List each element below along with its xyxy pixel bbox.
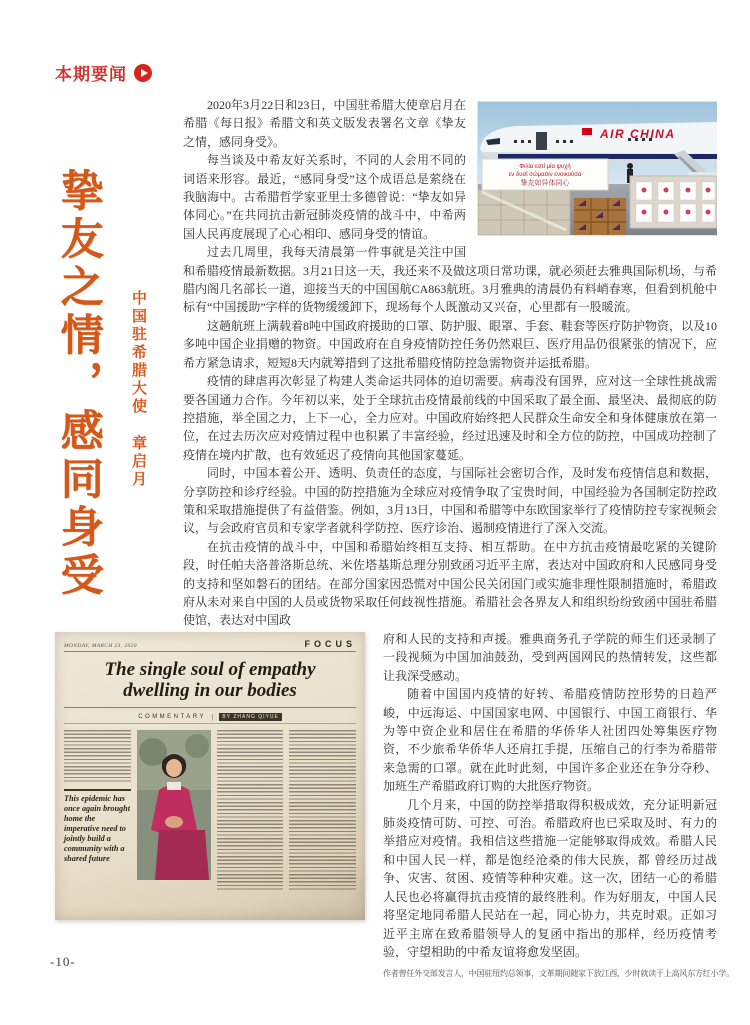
page-number: -10- <box>50 954 76 969</box>
article-author-byline: 中国驻希腊大使 章启月 <box>130 290 146 489</box>
clipping-byline-separator: | <box>211 713 214 721</box>
clipping-greeked-text <box>217 730 284 890</box>
article-body-main <box>183 96 717 632</box>
section-header-label: 本期要闻 <box>55 65 127 84</box>
paragraph-7-part2: 府和人民的支持和声援。雅典商务孔子学院的师生们还录制了一段视频为中国加油鼓劲，受到两国网民的热情转发，这些都让我深受感动。 <box>383 632 717 683</box>
paragraph-6: 同时，中国本着公开、透明、负责任的态度，与国际社会密切合作，及时发布疫情信息和数据，分享防控和诊疗经验。中国的防控措施为全球应对疫情争取了宝贵时间，中国经验为各国制定防控政策和采取措施提供了有益借鉴。例如，3月13日，中国和希腊等中东欧国家举行了疫情防控专家视频会议，与会政府官员和专家学者就科学防控、医疗诊治、遏制疫情进行了深入交流。 <box>183 466 717 536</box>
banner-greek-line1: Φιλία εστί μία ψυχή <box>519 164 571 170</box>
paragraph-1: 2020年3月22日和23日，中国驻希腊大使章启月在希腊《每日报》希腊文和英文版发表署名文章《挚友之情，感同身受》。 <box>183 98 466 149</box>
paragraph-3: 过去几周里，我每天清晨第一件事就是关注中国和希腊疫情最新数据。3月21日这一天，我还来不及做这项日常功课，就必须赶去雅典国际机场，与希腊内阁几名部长一道，迎接当天的中国国航CA863航班。3月雅典的清晨仍有料峭春寒，但看到机舱中标有“中国援助”字样的货物缓缓卸下，现场每个人既激动又兴奋，心里都有一股暖流。 <box>183 245 717 315</box>
clipping-headline-line2: dwelling in our bodies <box>123 680 297 701</box>
article-vertical-title: 挚友之情，感同身受 <box>54 168 102 600</box>
ambassador-photo-illustration <box>137 730 211 880</box>
paragraph-2: 每当谈及中希友好关系时，不同的人会用不同的词语来形容。最近，“感同身受”这个成语总是萦绕在我脑海中。古希腊哲学家亚里士多德曾说：“挚友如异体同心。”在共同抗击新冠肺炎疫情的战斗中，中希两国人民再度展现了心心相印、感同身受的情谊。 <box>183 153 466 241</box>
clipping-columns <box>64 730 356 890</box>
plane-photo <box>478 102 717 235</box>
newspaper-clipping <box>55 632 365 920</box>
paragraph-7-part1: 在抗击疫情的战斗中，中国和希腊始终相互支持、相互帮助。在中方抗击疫情最吃紧的关键阶段，时任帕夫洛普洛斯总统、米佐塔基斯总理分别致函习近平主席，表达对中国政府和人民感同身受的支持和坚如磐石的团结。在部分国家因恐慌对中国公民关闭国门或实施非理性限制措施时，希腊政府从未对来自中国的人员或货物采取任何歧视性措施。希腊社会各界友人和组织纷纷致函中国驻希腊使馆，表达对中国政 <box>183 539 717 628</box>
clipping-topbar <box>64 639 356 652</box>
clipping-section-label: FOCUS <box>304 639 356 649</box>
clipping-headline <box>64 659 356 701</box>
paragraph-4: 这趟航班上满载着8吨中国政府援助的口罩、防护服、眼罩、手套、鞋套等医疗防护物资，以及10多吨中国企业捐赠的物资。中国政府在自身疫情防控任务仍然艰巨、医疗用品仍很紧张的情况下，应希方紧急请求，短短8天内就筹措到了这批希腊疫情防控急需物资并运抵希腊。 <box>183 318 717 370</box>
section-header <box>55 60 152 85</box>
banner-chinese-line: 挚友如异体同心 <box>520 179 570 187</box>
clipping-column-4 <box>289 730 356 890</box>
air-china-logotype: AIR CHINA <box>600 127 676 141</box>
article-body-right-column <box>383 630 734 984</box>
clipping-writer: BY ZHANG QIYUE <box>219 713 281 721</box>
plane-photo-illustration <box>478 102 717 235</box>
clipping-column-3 <box>217 730 284 890</box>
clipping-rule <box>64 707 356 708</box>
banner-greek-line2: εν δυσί σώμασιν ενοικούσα <box>508 172 582 178</box>
clipping-commentary-label: COMMENTARY <box>138 714 206 720</box>
author-note: 作者曾任外交部发言人，中国驻纽约总领事，文革期间随家下放江西，少时就读于上高风东方红小学。 <box>383 969 734 979</box>
cargo-boxes-center <box>574 198 626 235</box>
clipping-headline-line1: The single soul of empathy <box>104 659 316 680</box>
cargo-container-right <box>630 176 717 228</box>
clipping-byline <box>64 711 356 724</box>
clipping-greeked-text <box>289 730 356 890</box>
play-icon <box>134 64 152 82</box>
clipping-column-1 <box>64 730 131 890</box>
clipping-date: MONDAY, MARCH 23, 2020 <box>64 643 137 649</box>
paragraph-8: 随着中国国内疫情的好转、希腊疫情防控形势的日趋严峻，中远海运、中国国家电网、中国银行、中国工商银行、华为等中资企业和居住在希腊的华侨华人社团四处筹集医疗物资，不少旅希华侨华人还肩扛手提，压缩自己的行李为希腊带来急需的口罩。就在此时此刻，中国许多企业还在争分夺秒、加班生产希腊政府订购的大批医疗物资。 <box>383 687 717 794</box>
friendship-banner <box>482 159 608 190</box>
ambassador-photo <box>137 730 211 890</box>
clipping-greeked-text <box>64 730 131 784</box>
paragraph-5: 疫情的肆虐再次彰显了构建人类命运共同体的迫切需要。病毒没有国界，应对这一全球性挑战需要各国通力合作。今年初以来，处于全球抗击疫情最前线的中国采取了最全面、最坚决、最彻底的防控措施，举全国之力，上下一心，全力应对。中国政府始终把人民群众生命安全和身体健康放在第一位，在过去历次应对疫情过程中也积累了丰富经验，经过迅速及时和全方位的防控，中国成功控制了疫情在境内扩散，也有效延迟了疫情向其他国家蔓延。 <box>183 374 717 462</box>
paragraph-9: 几个月来，中国的防控举措取得积极成效，充分证明新冠肺炎疫情可防、可控、可治。希腊政府也已采取及时、有力的举措应对疫情。我相信这些措施一定能够取得成效。希腊人民和中国人民一样，都是饱经沧桑的伟大民族，都 曾经历过战争、灾害、贫困、疫情等种种灾难。这一次，团结一心的希腊人民也必将赢得抗击疫情的最终胜利。作为好朋友，中国人民将坚定地同希腊人民站在一起，同心协力，共克时艰。正如习近平主席在致希腊领导人的复函中指出的那样，经历疫情考验，守望相助的中希友谊将愈发坚固。 <box>383 797 717 959</box>
clipping-pull-quote: This epidemic has once again brought home the imperative need to jointly build a community with a shared future <box>64 789 131 864</box>
cargo-pallet-left <box>478 190 570 235</box>
